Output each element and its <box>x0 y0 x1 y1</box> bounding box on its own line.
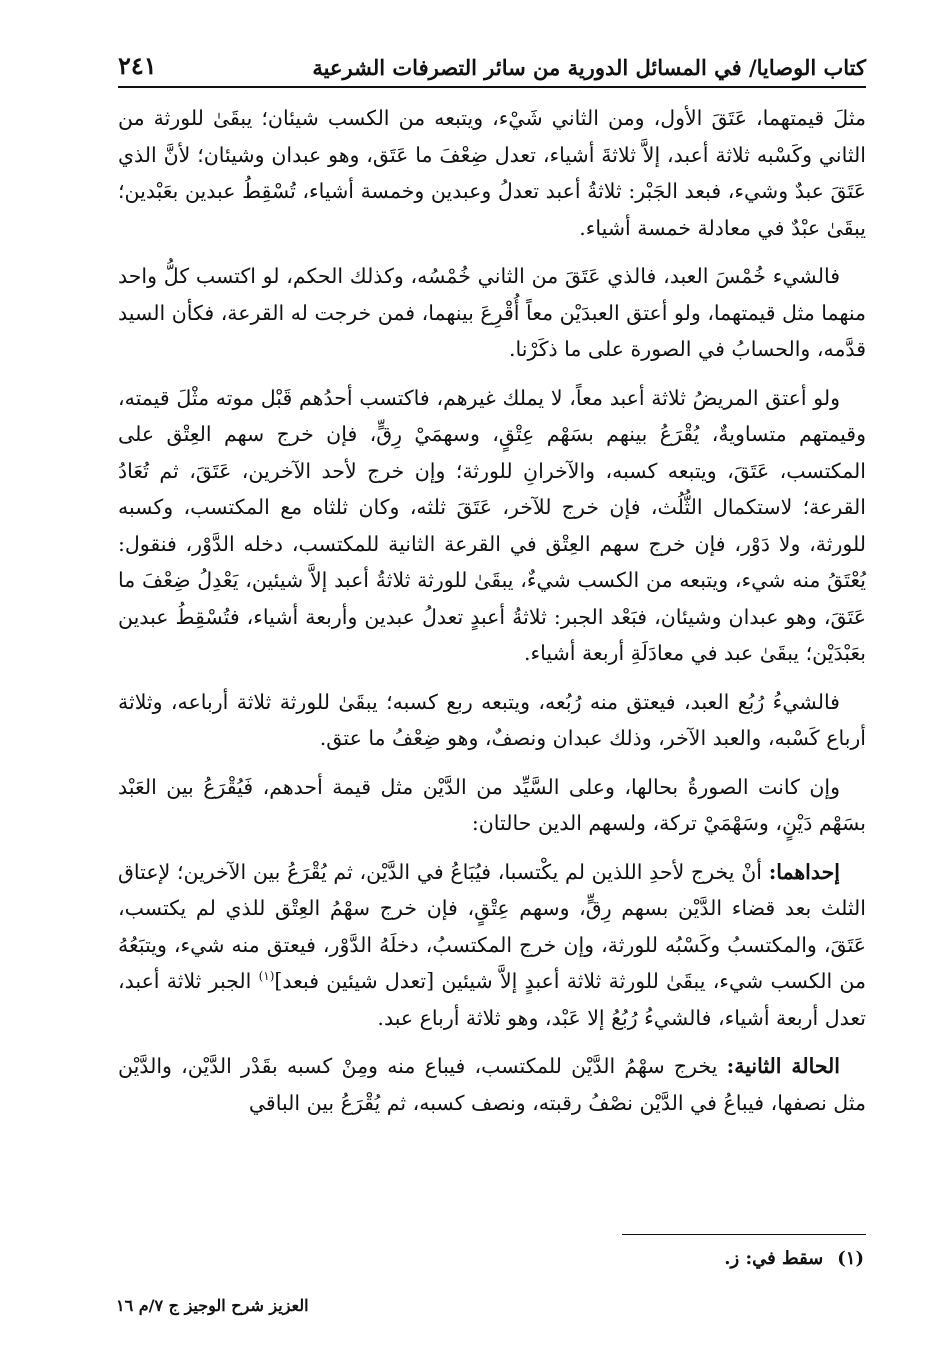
paragraph-7 <box>118 1048 866 1121</box>
paragraph-6-text: أنْ يخرج لأحدِ اللذين لم يكْتسبا، فيُبَاعُ في الدَّيْن، ثم يُقْرَعُ بين الآخرين؛ لإعتاق الثلث بعد قضاء الدَّيْن بسهم رِقٍّ، وسهم عِتْقٍ، فإن خرج سهْمُ العِتْق للذي لم يكتسب، عَتَقَ، والمكتسبُ وكَسْبُه للورثة، وإن خرج المكتسبُ، دخلَهُ الدَّوْر، فيعتق منه شيء، ويتبَعُهُ من الكسب شيء، يبقَىٰ للورثة ثلاثة أعبدٍ إلاَّ شيئين [تعدل شيئين فبعد] <box>118 859 866 993</box>
footnote-reference[interactable]: (١) <box>258 969 275 984</box>
body-text <box>118 100 866 1133</box>
paragraph-6 <box>118 854 866 1037</box>
running-header <box>118 44 866 88</box>
header-title: كتاب الوصايا/ في المسائل الدورية من سائر التصرفات الشرعية <box>312 55 866 80</box>
paragraph-6-lead: إحداهما: <box>768 859 840 884</box>
page-number: ٢٤١ <box>118 51 157 80</box>
paragraph-2: فالشيء خُمْسَ العبد، فالذي عَتَقَ من الثاني خُمْسُه، وكذلك الحكم، لو اكتسب كلُّ واحد منهما مثل قيمتهما، ولو أعتق العبدَيْن معاً أُقْرِعَ بينهما، فمن خرجت له القرعة، فكأن السيد قدَّمه، والحسابُ في الصورة على ما ذكَرْنا. <box>118 264 866 361</box>
paragraph-7-lead: الحالة الثانية: <box>726 1054 840 1078</box>
paragraph-5: وإن كانت الصورةُ بحالها، وعلى السَّيِّد من الدَّيْن مثل قيمة أحدهم، فَيُقْرَعُ بين العَبْد بسَهْم دَيْنٍ، وسَهْمَيْ تركة، ولسهم الدين حالتان: <box>118 774 866 835</box>
paragraph-4: فالشيءُ رُبُع العبد، فيعتق منه رُبُعه، ويتبعه ربع كسبه؛ يبقَىٰ للورثة ثلاثة أرباعه، وثلاثة أرباع كَسْبه، والعبد الآخر، وذلك عبدان ونصفٌ، وهو ضِعْفُ ما عتق. <box>118 689 866 750</box>
paragraph-1: مثلَ قيمتهما، عَتَقَ الأول، ومن الثاني شَيْء، ويتبعه من الكسب شيئان؛ يبقَىٰ للورثة من الثاني وكَسْبه ثلاثة أعبد، إلاَّ ثلاثةَ أشياء، تعدل ضِعْفَ ما عَتَق، وهو عبدان وشيئان؛ لأنَّ الذي عَتَقَ عبدٌ وشيء، فبعد الجَبْر: ثلاثةُ أعبد تعدلُ وعبدين وخمسة أشياء، تُسْقِطُ عبدين بعَبْدين؛ يبقَىٰ عبْدٌ في معادلة خمسة أشياء. <box>118 106 866 240</box>
paragraph-6-text-after: الجبر ثلاثة أعبد، تعدل أربعة أشياء، فالشيءُ رُبُعُ إلا عَبْد، وهو ثلاثة أرباع عبد. <box>118 969 866 1030</box>
footnote <box>724 1248 864 1269</box>
footnote-text: سقط في: ز. <box>724 1248 824 1269</box>
footnote-divider <box>622 1234 866 1235</box>
paragraph-7-text: يخرج سهْمُ الدَّيْن للمكتسب، فيباع منه ومِنْ كسبه بقَدْر الدَّيْن، والدَّيْن مثل نصفها، فيباعُ في الدَّيْن نصْفُ رقبته، ونصف كسبه، ثم يُقْرَعُ بين الباقي <box>118 1054 866 1115</box>
paragraph-3: ولو أعتق المريضُ ثلاثة أعبد معاً، لا يملك غيرهم، فاكتسب أحدُهم قَبْل موته مثْلَ قيمته، وقيمتهم متساويةٌ، يُقْرَعُ بينهم بسَهْم عِتْقٍ، وسهمَيْ رِقٍّ، فإن خرج سهم العِتْق على المكتسب، عَتَقَ، ويتبعه كسبه، والآخرانِ للورثة؛ وإن خرج لأحد الآخرين، عَتَقَ، ثم تُعَادُ القرعة؛ لاستكمال الثُّلُث، فإن خرج للآخر، عَتَقَ ثلثه، وكان ثلثاه مع المكتسب، وكسبه للورثة، ولا دَوْر، فإن خرج سهم العِتْق في القرعة الثانية للمكتسب، دخله الدَّوْر، فنقول: يُعْتَقُ منه شيء، ويتبعه من الكسب شيءٌ، يبقَىٰ للورثة ثلاثةُ أعبد إلاَّ شيئين، يَعْدِلُ ضِعْفَ ما عَتَقَ، وهو عبدان وشيئان، فبَعْد الجبر: ثلاثةُ أعبدٍ تعدلُ عبدين وأربعة أشياء، فتُسْقِطُ عبدين بعَبْدَيْن؛ يبقَىٰ عبد في معادَلَةِ أربعة أشياء. <box>118 385 866 665</box>
footnote-number: (١) <box>837 1248 864 1269</box>
printer-signature: العزيز شرح الوجيز ج ٧/م ١٦ <box>116 1296 309 1315</box>
